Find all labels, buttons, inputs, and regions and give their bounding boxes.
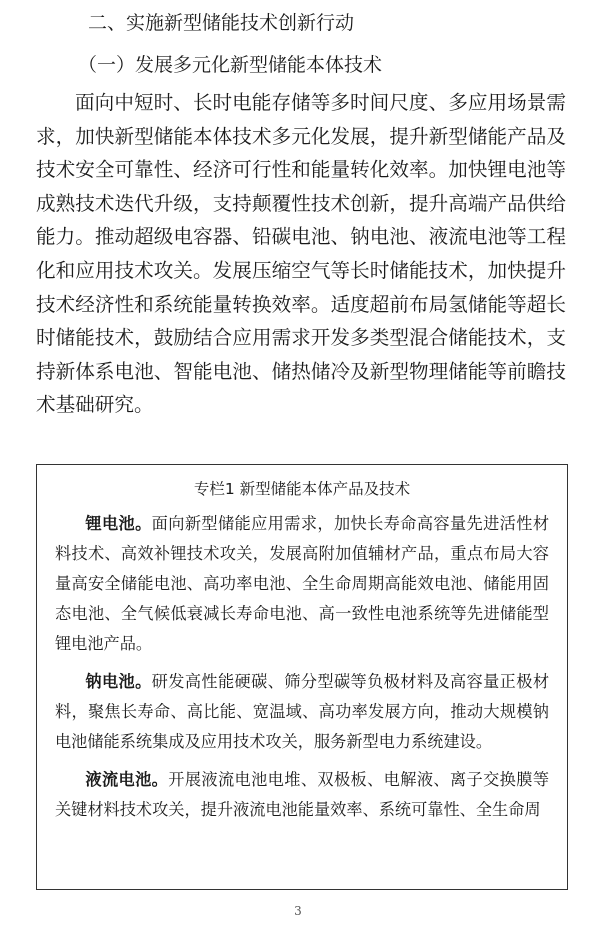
box-item-text: 面向新型储能应用需求，加快长寿命高容量先进活性材料技术、高效补锂技术攻关，发展高附加值辅材产品，重点布局大容量高安全储能电池、高功率电池、全生命周期高能效电池、储能用固态电池、全气候低衰减长寿命电池、高一致性电池系统等先进储能型锂电池产品。	[55, 514, 550, 653]
box-item-term: 液流电池。	[85, 770, 169, 789]
box-item-term: 锂电池。	[85, 514, 152, 533]
box-item-term: 钠电池。	[85, 672, 152, 691]
body-paragraph	[36, 86, 566, 422]
box-item-text: 研发高性能硬碳、筛分型碳等负极材料及高容量正极材料，聚焦长寿命、高比能、宽温域、高功率发展方向，推动大规模钠电池储能系统集成及应用技术攻关，服务新型电力系统建设。	[55, 672, 550, 751]
page-number: 3	[294, 904, 302, 918]
subsection-heading: （一）发展多元化新型储能本体技术	[78, 54, 383, 76]
box-item-flow-battery	[55, 765, 549, 825]
section-heading: 二、实施新型储能技术创新行动	[88, 12, 355, 34]
box-title: 专栏1 新型储能本体产品及技术	[193, 480, 411, 498]
box-item-text: 开展液流电池电堆、双极板、电解液、离子交换膜等关键材料技术攻关，提升液流电池能量效率、系统可靠性、全生命周	[55, 770, 550, 819]
body-paragraph-text: 面向中短时、长时电能存储等多时间尺度、多应用场景需求，加快新型储能本体技术多元化发展，提升新型储能产品及技术安全可靠性、经济可行性和能量转化效率。加快锂电池等成熟技术迭代升级，支持颠覆性技术创新，提升高端产品供给能力。推动超级电容器、铅碳电池、钠电池、液流电池等工程化和应用技术攻关。发展压缩空气等长时储能技术，加快提升技术经济性和系统能量转换效率。适度超前布局氢储能等超长时储能技术，鼓励结合应用需求开发多类型混合储能技术，支持新体系电池、智能电池、储热储冷及新型物理储能等前瞻技术基础研究。	[36, 91, 566, 417]
sidebar-box	[36, 464, 568, 890]
box-item-lithium	[55, 509, 549, 659]
box-item-sodium	[55, 667, 549, 757]
